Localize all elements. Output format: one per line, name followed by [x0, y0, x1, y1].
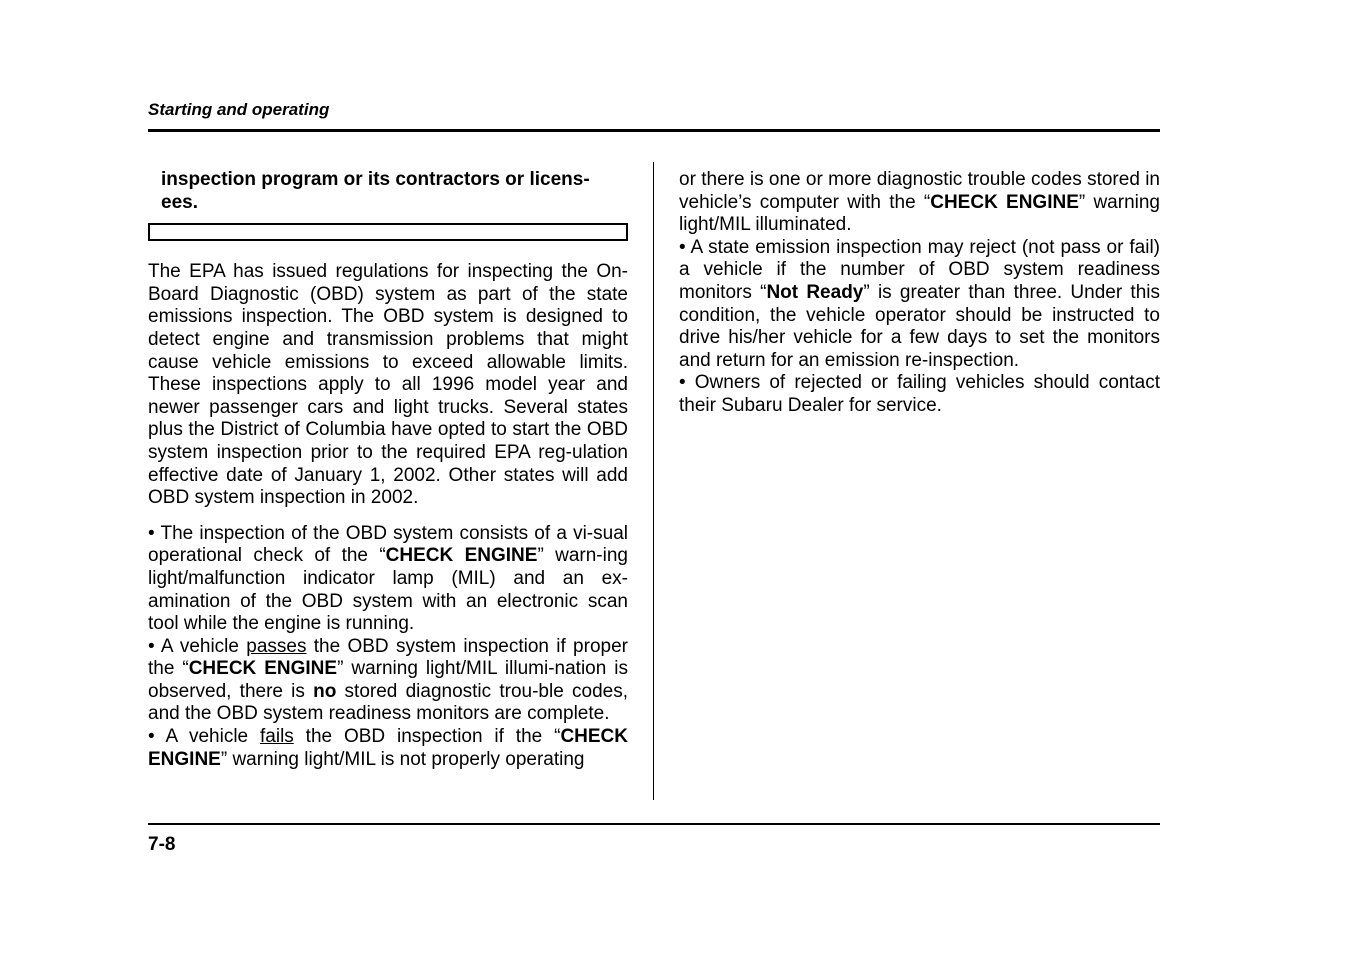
page-number: 7-8: [148, 834, 176, 855]
footer-rule: [148, 823, 1160, 825]
bullet-readiness-monitors: • A state emission inspection may reject (not pass or fail) a vehicle if the number of OBD system readiness monitors “Not Ready” is greater than three. Under this condition, the vehicle operator should be instructed to drive his/her vehicle for a few days to set the monitors and return for an emission re-inspection.: [679, 236, 1160, 371]
warning-text-end: inspection program or its contractors or licens-ees.: [161, 169, 590, 213]
column-divider: [653, 162, 654, 800]
bullet-inspection-consists: • The inspection of the OBD system consists of a vi-sual operational check of the “CHECK ENGINE” warn-ing light/malfunction indicator lamp (MIL) and an ex-amination of the OBD system with an electronic scan tool while the engine is running.: [148, 522, 628, 635]
section-title: Starting and operating: [148, 100, 330, 119]
right-column: [679, 169, 1160, 418]
bullet-vehicle-fails-continued: or there is one or more diagnostic trouble codes stored in vehicle’s computer with the “CHECK ENGINE” warning light/MIL illuminated.: [679, 169, 1160, 236]
bullet-vehicle-fails: • A vehicle fails the OBD inspection if the “CHECK ENGINE” warning light/MIL is not properly operating: [148, 726, 628, 770]
epa-paragraph: The EPA has issued regulations for inspecting the On-Board Diagnostic (OBD) system as part of the state emissions inspection. The OBD system is designed to detect engine and transmission problems that might cause vehicle emissions to exceed allowable limits. These inspections apply to all 1996 model year and newer passenger cars and light trucks. Several states plus the District of Columbia have opted to start the OBD system inspection prior to the required EPA reg-ulation effective date of January 1, 2002. Other states will add OBD system inspection in 2002.: [148, 261, 628, 509]
bullet-vehicle-passes: • A vehicle passes the OBD system inspection if proper the “CHECK ENGINE” warning light/MIL illumi-nation is observed, there is no stored diagnostic trou-ble codes, and the OBD system readiness monitors are complete.: [148, 635, 628, 725]
warning-box-end: [148, 223, 628, 241]
left-column: [148, 169, 628, 771]
header-rule: [148, 129, 1160, 132]
bullet-contact-dealer: • Owners of rejected or failing vehicles should contact their Subaru Dealer for service.: [679, 372, 1160, 416]
